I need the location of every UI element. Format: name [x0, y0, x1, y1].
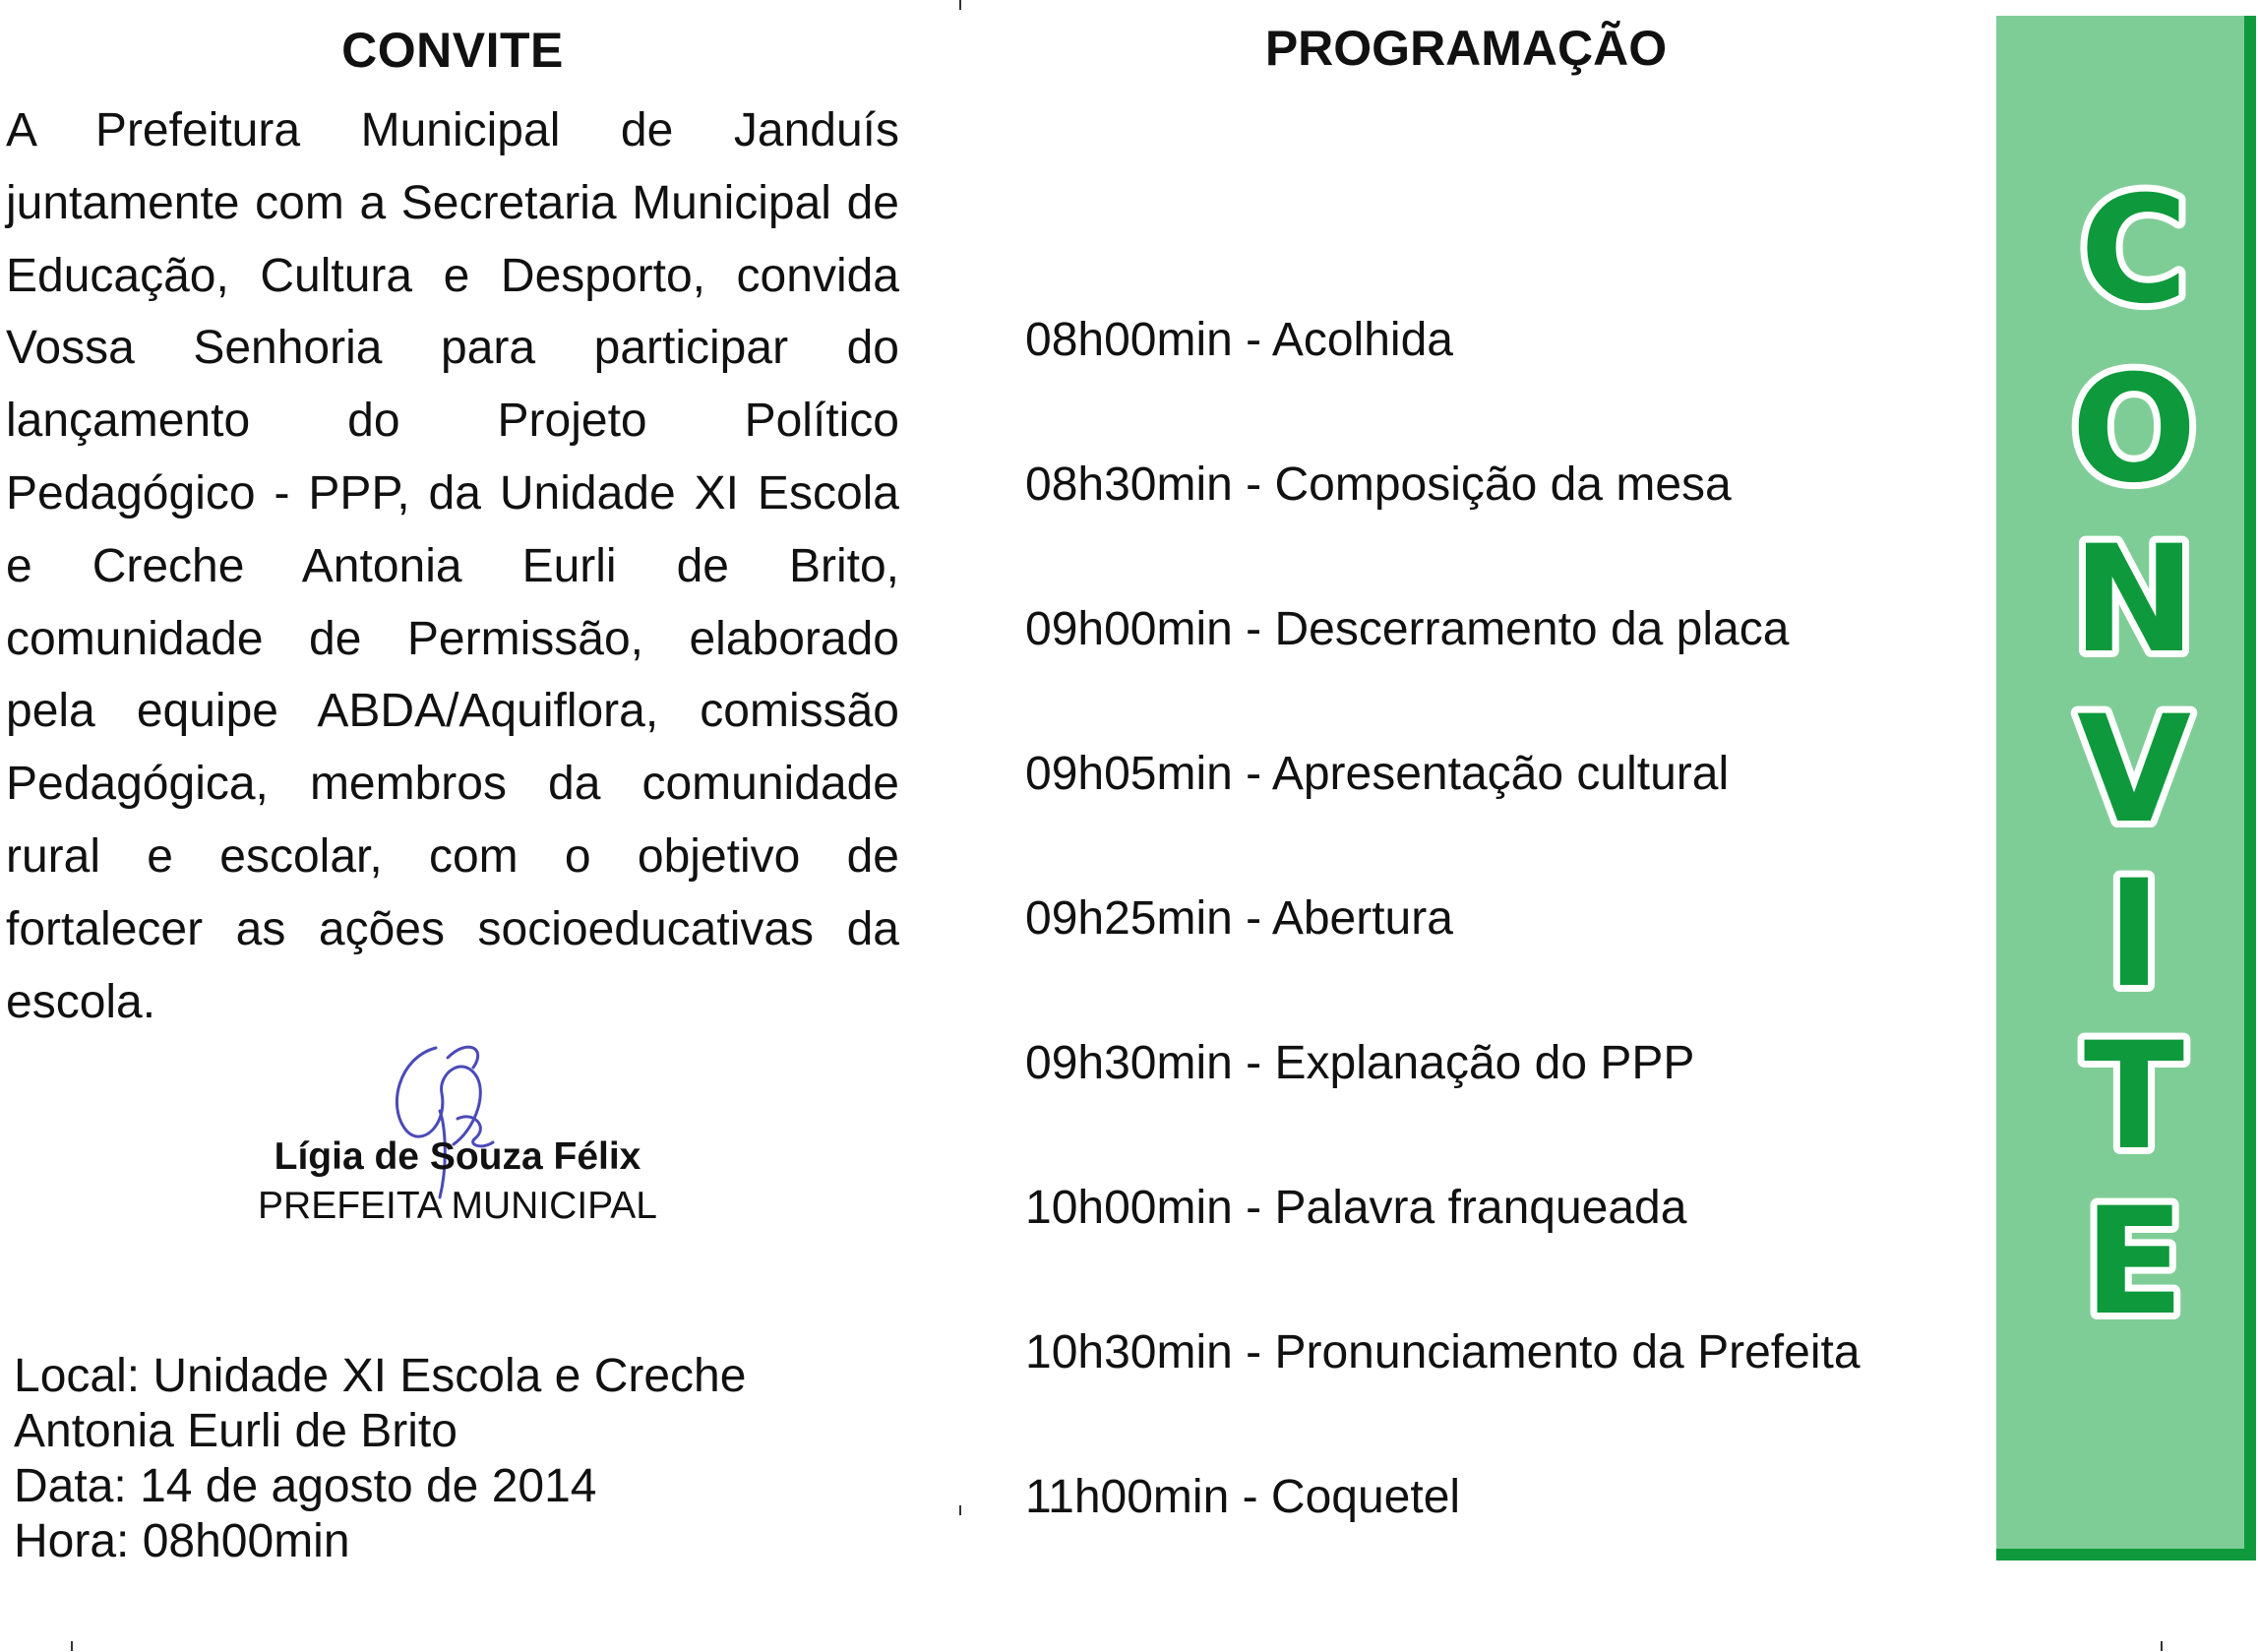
schedule-item: 09h25min - Abertura	[1025, 892, 1453, 945]
signer-role: PREFEITA MUNICIPAL	[258, 1185, 657, 1227]
program-title: PROGRAMAÇÃO	[1264, 21, 1668, 76]
schedule-item: 10h30min - Pronunciamento da Prefeita	[1025, 1326, 1861, 1378]
banner-letter: N	[2072, 515, 2196, 686]
fold-mark	[2161, 1641, 2163, 1651]
invite-body-text: A Prefeitura Municipal de Janduís juntamente com a Secretaria Municipal de Educação, Cultura e Desporto, convida Vossa Senhoria para participar do lançamento do Projeto Político Pedagógico - PPP, da Unidade XI Escola e Creche Antonia Eurli de Brito, comunidade de Permissão, elaborado pela equipe ABDA/Aquiflora, comissão Pedagógica, membros da comunidade rural e escolar, com o objetivo de fortalecer as ações socioeducativas da escola.	[6, 104, 899, 1028]
fold-mark	[959, 1505, 961, 1515]
invite-title: CONVITE	[341, 23, 564, 78]
schedule-item: 10h00min - Palavra franqueada	[1025, 1182, 1687, 1234]
schedule-item: 11h00min - Coquetel	[1025, 1471, 1461, 1523]
banner-letter: E	[2083, 1177, 2185, 1348]
banner-letter: O	[2071, 344, 2197, 516]
banner-letter: C	[2079, 165, 2189, 337]
fold-mark	[71, 1641, 73, 1651]
fold-mark	[959, 0, 961, 10]
event-local-line1: Local: Unidade XI Escola e Creche	[14, 1350, 747, 1402]
schedule-item: 08h30min - Composição da mesa	[1025, 459, 1732, 511]
event-time: Hora: 08h00min	[14, 1515, 350, 1567]
signer-name: Lígia de Souza Félix	[274, 1135, 641, 1178]
signature	[379, 1028, 517, 1205]
banner-letters	[1996, 16, 2256, 1560]
schedule-item: 08h00min - Acolhida	[1025, 314, 1453, 366]
event-date: Data: 14 de agosto de 2014	[14, 1460, 597, 1512]
banner-letter: I	[2106, 849, 2162, 1020]
banner-letter: V	[2076, 685, 2192, 856]
banner-letter: T	[2083, 1011, 2185, 1183]
event-local-line2: Antonia Eurli de Brito	[14, 1405, 458, 1457]
schedule-item: 09h00min - Descerramento da placa	[1025, 603, 1790, 655]
event-info	[14, 1349, 746, 1569]
program-schedule	[1025, 311, 1861, 1613]
schedule-item: 09h30min - Explanação do PPP	[1025, 1037, 1695, 1089]
convite-banner	[1996, 16, 2258, 1560]
schedule-item: 09h05min - Apresentação cultural	[1025, 748, 1730, 800]
